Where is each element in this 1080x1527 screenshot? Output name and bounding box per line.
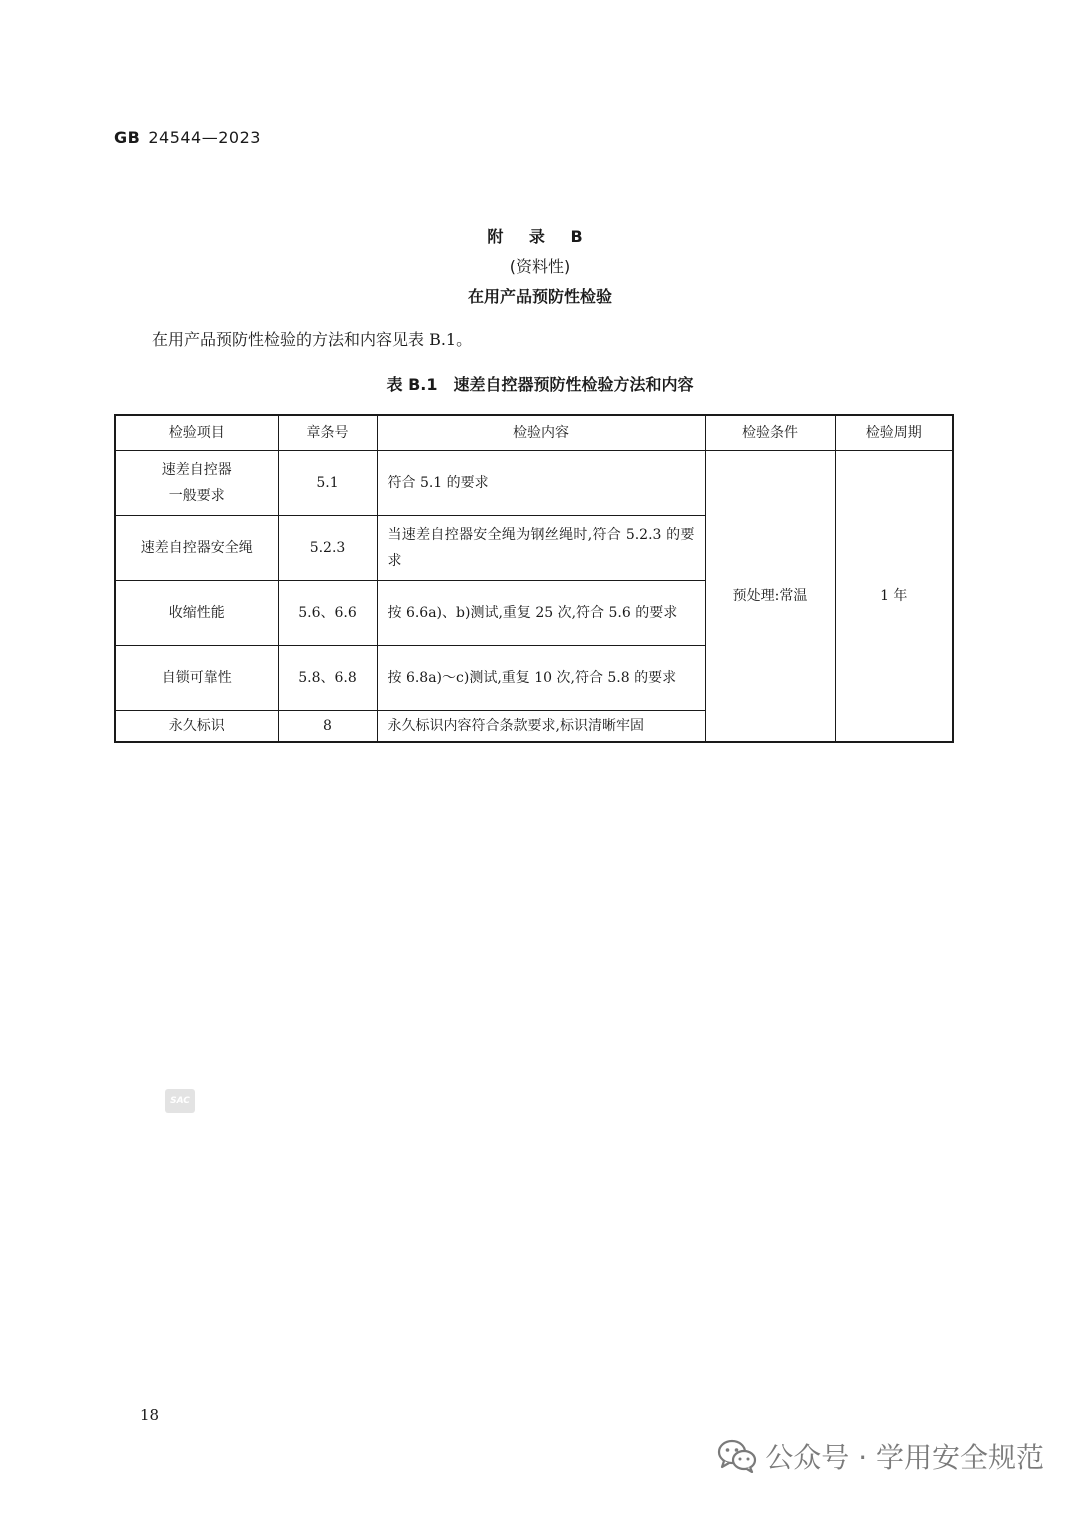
page-number: 18 xyxy=(140,1406,160,1424)
header-content: 检验内容 xyxy=(377,415,705,451)
item-cell: 永久标识 xyxy=(115,711,278,742)
header-item: 检验项目 xyxy=(115,415,278,451)
table-row xyxy=(115,451,953,516)
wechat-icon xyxy=(717,1439,757,1473)
inspection-table xyxy=(114,414,954,743)
item-cell: 自锁可靠性 xyxy=(115,646,278,711)
period-cell: 1 年 xyxy=(835,451,953,742)
appendix-subject: 在用产品预防性检验 xyxy=(467,287,612,306)
appendix-title: 附 录 B xyxy=(487,227,593,246)
intro-paragraph: 在用产品预防性检验的方法和内容见表 B.1。 xyxy=(152,330,473,349)
table-caption: 表 B.1 速差自控器预防性检验方法和内容 xyxy=(386,375,694,394)
item-cell xyxy=(115,451,278,516)
clause-cell: 5.6、6.6 xyxy=(278,581,377,646)
sac-stamp-logo: SAC xyxy=(165,1089,195,1113)
content-cell: 按 6.8a)～c)测试,重复 10 次,符合 5.8 的要求 xyxy=(377,646,705,711)
clause-cell: 5.2.3 xyxy=(278,516,377,581)
clause-cell: 8 xyxy=(278,711,377,742)
content-cell: 永久标识内容符合条款要求,标识清晰牢固 xyxy=(377,711,705,742)
header-clause: 章条号 xyxy=(278,415,377,451)
standard-code xyxy=(114,128,261,147)
header-period: 检验周期 xyxy=(835,415,953,451)
watermark-text: 公众号 · 学用安全规范 xyxy=(765,1441,1044,1474)
watermark xyxy=(717,1436,1044,1476)
content-cell: 当速差自控器安全绳为钢丝绳时,符合 5.2.3 的要求 xyxy=(377,516,705,581)
appendix-nature: (资料性) xyxy=(509,257,571,276)
item-cell: 收缩性能 xyxy=(115,581,278,646)
standard-prefix: GB xyxy=(114,128,141,147)
header-condition: 检验条件 xyxy=(705,415,835,451)
item-line: 速差自控器 xyxy=(161,462,232,478)
clause-cell: 5.8、6.8 xyxy=(278,646,377,711)
standard-number: 24544—2023 xyxy=(148,128,261,147)
clause-cell: 5.1 xyxy=(278,451,377,516)
table-header-row xyxy=(115,415,953,451)
item-cell: 速差自控器安全绳 xyxy=(115,516,278,581)
content-cell: 按 6.6a)、b)测试,重复 25 次,符合 5.6 的要求 xyxy=(377,581,705,646)
item-line: 一般要求 xyxy=(168,488,225,504)
condition-cell: 预处理:常温 xyxy=(705,451,835,742)
content-cell: 符合 5.1 的要求 xyxy=(377,451,705,516)
